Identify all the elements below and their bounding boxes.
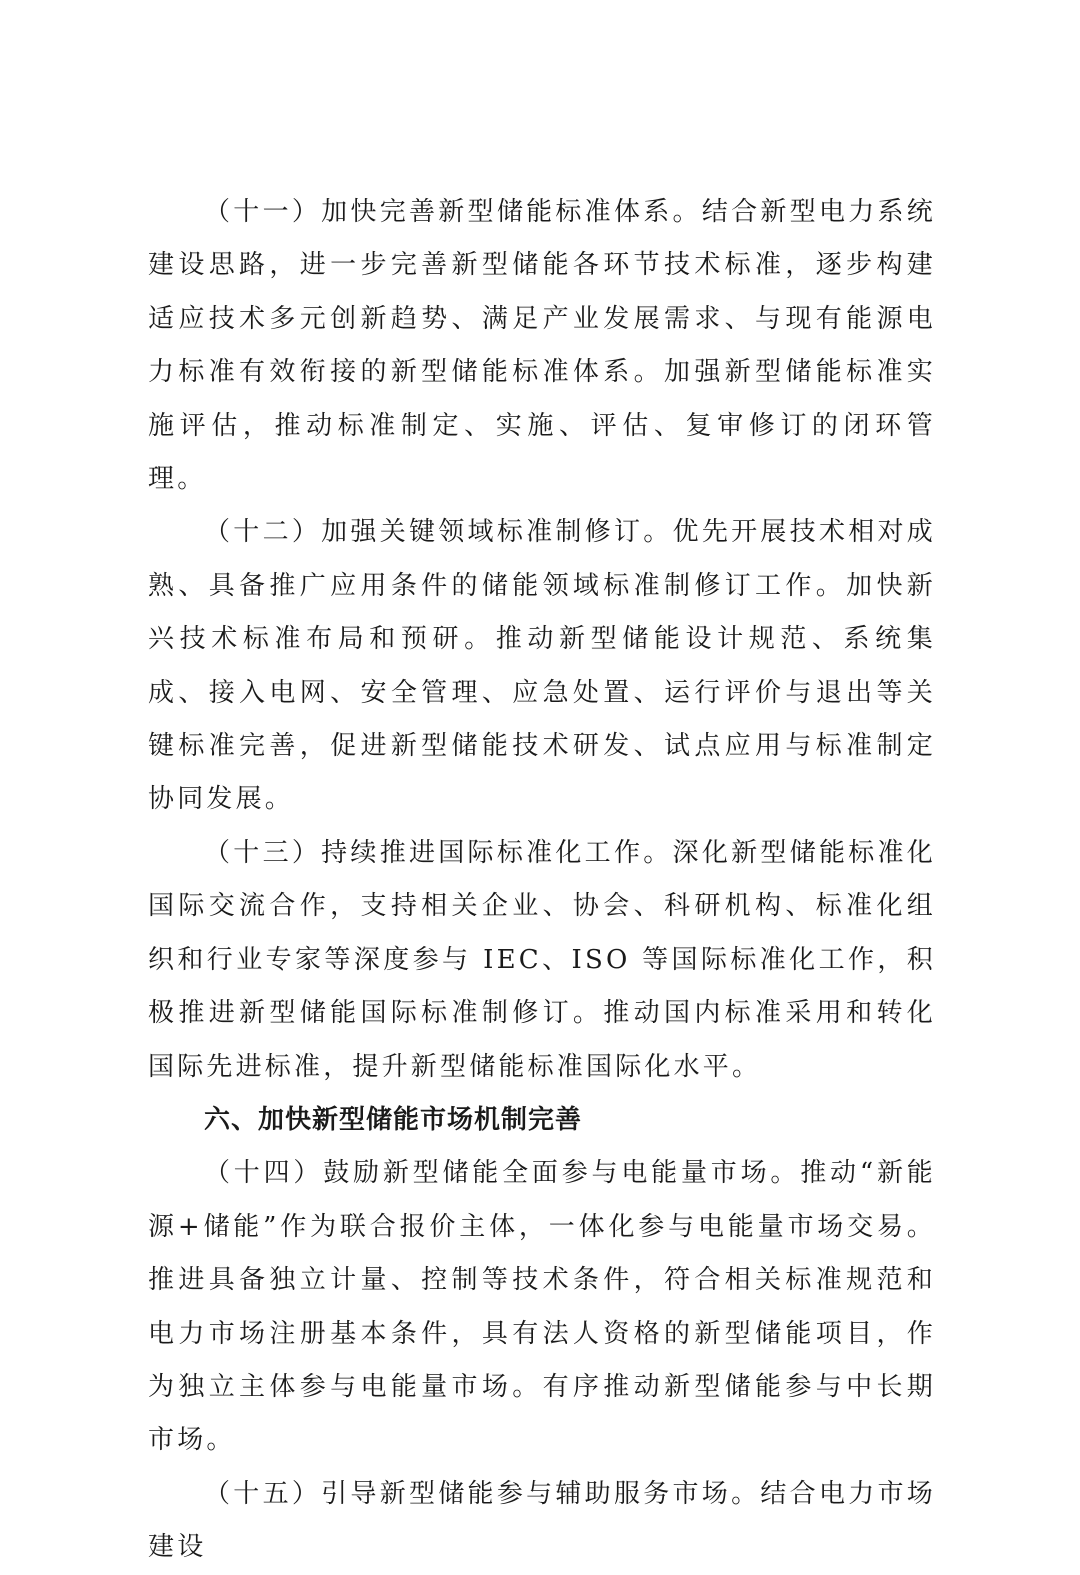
paragraph-body: 深化新型储能标准化国际交流合作，支持相关企业、协会、科研机构、标准化组织和行业专家等深度参与 IEC、ISO 等国际标准化工作，积极推进新型储能国际标准制修订。推动国内标准采用和转化国际先进标准，提升新型储能标准国际化水平。 — [148, 837, 936, 1082]
document-page — [148, 186, 936, 1575]
paragraph-heading: （十五）引导新型储能参与辅助服务市场。 — [204, 1478, 761, 1509]
paragraph-heading: （十四）鼓励新型储能全面参与电能量市场。 — [204, 1158, 801, 1189]
paragraph-body: 结合新型电力系统建设思路，进一步完善新型储能各环节技术标准，逐步构建适应技术多元创新趋势、满足产业发展需求、与现有能源电力标准有效衔接的新型储能标准体系。加强新型储能标准实施评估，推动标准制定、实施、评估、复审修订的闭环管理。 — [148, 197, 936, 495]
paragraph-14 — [148, 1147, 936, 1467]
paragraph-11 — [148, 186, 936, 506]
paragraph-heading: （十二）加强关键领域标准制修订。 — [204, 517, 673, 548]
paragraph-13 — [148, 827, 936, 1094]
paragraph-12 — [148, 506, 936, 826]
paragraph-15 — [148, 1468, 936, 1575]
paragraph-body: 结合电力市场建设 — [148, 1478, 936, 1563]
paragraph-body: 优先开展技术相对成熟、具备推广应用条件的储能领域标准制修订工作。加快新兴技术标准布局和预研。推动新型储能设计规范、系统集成、接入电网、安全管理、应急处置、运行评价与退出等关键标准完善，促进新型储能技术研发、试点应用与标准制定协同发展。 — [148, 517, 936, 815]
paragraph-body: 推动“新能源+储能”作为联合报价主体，一体化参与电能量市场交易。推进具备独立计量、控制等技术条件，符合相关标准规范和电力市场注册基本条件，具有法人资格的新型储能项目，作为独立主体参与电能量市场。有序推动新型储能参与中长期市场。 — [148, 1158, 936, 1456]
paragraph-heading: （十一）加快完善新型储能标准体系。 — [204, 197, 702, 227]
paragraph-heading: （十三）持续推进国际标准化工作。 — [204, 837, 673, 868]
section-title: 六、加快新型储能市场机制完善 — [204, 1104, 583, 1135]
